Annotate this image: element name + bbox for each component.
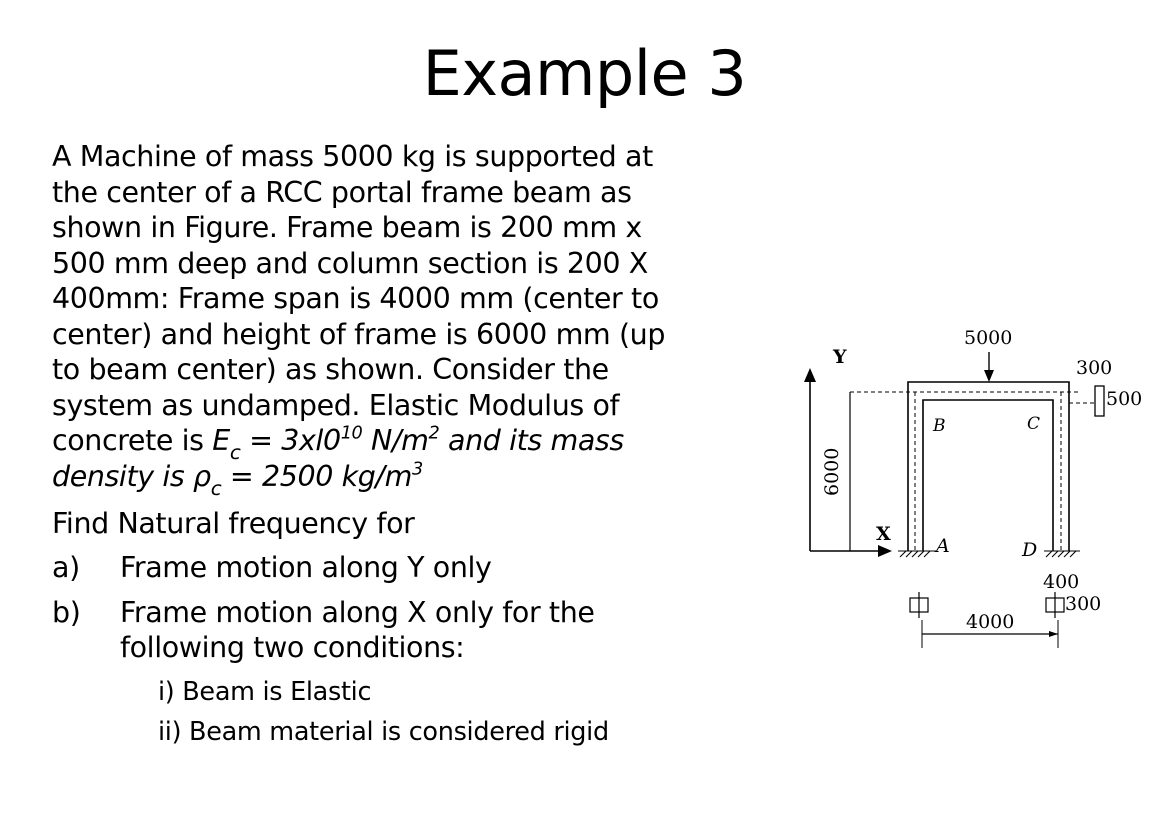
- statement-line: 400mm: Frame span is 4000 mm (center to: [52, 282, 659, 315]
- load-arrowhead: [984, 370, 994, 382]
- x-axis-arrowhead: [878, 545, 892, 557]
- elastic-modulus-line: [52, 423, 732, 464]
- portal-frame-figure: [790, 320, 1150, 660]
- statement-line: system as undamped. Elastic Modulus of: [52, 388, 620, 422]
- rho-symbol: ρ: [192, 459, 211, 493]
- node-d-label: D: [1022, 539, 1038, 561]
- beam-section-icon: [1095, 386, 1104, 416]
- e-unit-exponent: 2: [428, 423, 440, 444]
- support-d: [1044, 551, 1080, 557]
- sub-item: i) Beam is Elastic: [158, 677, 372, 707]
- height-label: 6000: [821, 447, 843, 496]
- node-b-label: B: [933, 416, 946, 436]
- statement-line: center) and height of frame is 6000 mm (up: [52, 317, 666, 351]
- rho-value: = 2500 kg/m: [221, 459, 412, 493]
- slide-title: Example 3: [422, 37, 747, 110]
- list-marker: a): [52, 551, 80, 584]
- column-section-icon: [1046, 592, 1064, 618]
- sub-item: ii) Beam material is considered rigid: [158, 717, 609, 747]
- statement-line: to beam center) as shown. Consider the: [52, 353, 609, 386]
- e-unit: N/m: [362, 424, 429, 457]
- axis-y-label: Y: [833, 346, 847, 368]
- col-width-label: 400: [1043, 571, 1080, 593]
- frame-outer-outline: [908, 382, 1069, 551]
- e-exponent: 10: [340, 423, 363, 444]
- concrete-prefix: concrete is: [52, 424, 213, 457]
- y-axis-arrowhead: [804, 368, 816, 382]
- density-prefix: density is: [52, 459, 193, 493]
- e-symbol: E: [212, 424, 230, 457]
- problem-statement: [52, 139, 732, 500]
- rho-subscript: c: [210, 475, 222, 500]
- load-label: 5000: [964, 327, 1013, 349]
- axis-x-label: X: [876, 523, 891, 545]
- statement-line: shown in Figure. Frame beam is 200 mm x: [52, 211, 642, 244]
- density-line: [52, 459, 732, 500]
- beam-width-label: 300: [1076, 357, 1113, 379]
- rho-exponent: 3: [412, 459, 423, 480]
- statement-line: 500 mm deep and column section is 200 X: [52, 246, 648, 280]
- e-value: = 3xl0: [240, 424, 341, 457]
- e-suffix: and its mass: [439, 424, 624, 457]
- list-text: Frame motion along Y only: [120, 551, 492, 584]
- e-subscript: c: [229, 439, 241, 464]
- find-label: Find Natural frequency for: [52, 507, 415, 540]
- beam-depth-label: 500: [1106, 388, 1143, 410]
- span-label: 4000: [966, 611, 1015, 633]
- list-marker: b): [52, 596, 81, 629]
- column-section-icon: [910, 592, 928, 618]
- statement-line: A Machine of mass 5000 kg is supported at: [52, 140, 653, 173]
- support-a: [898, 551, 936, 557]
- node-c-label: C: [1027, 414, 1041, 434]
- statement-line: the center of a RCC portal frame beam as: [52, 175, 632, 209]
- node-a-label: A: [936, 535, 950, 557]
- span-arrow-right: [1049, 631, 1058, 637]
- list-text: Frame motion along X only for the: [120, 596, 595, 629]
- list-text: following two conditions:: [120, 631, 465, 664]
- col-depth-label: 300: [1065, 593, 1102, 615]
